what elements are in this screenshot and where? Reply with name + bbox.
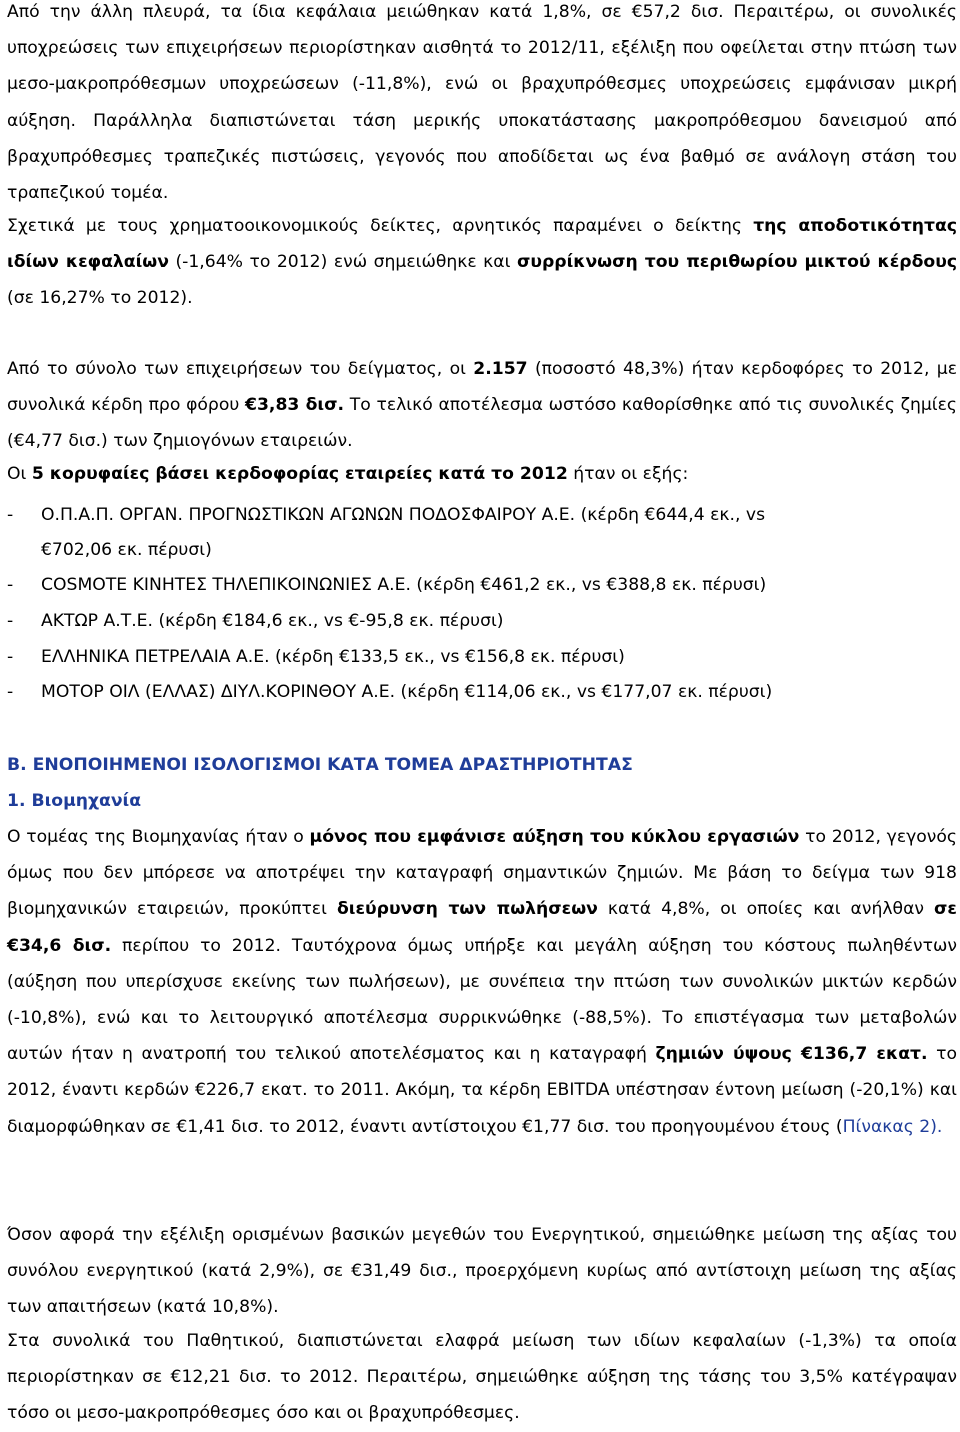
list-item: [7, 603, 957, 639]
list-item: [7, 639, 957, 675]
list-dash: -: [7, 647, 14, 667]
list-item-text: Ο.Π.Α.Π. ΟΡΓΑΝ. ΠΡΟΓΝΩΣΤΙΚΩΝ ΑΓΩΝΩΝ ΠΟΔΟΣΦΑΙΡΟΥ Α.Ε. (κέρδη €644,4 εκ., vs: [41, 505, 766, 525]
text-run: Από το σύνολο των επιχειρήσεων του δείγματος, οι: [7, 359, 474, 379]
list-item-text: ΜΟΤΟΡ ΟΙΛ (ΕΛΛΑΣ) ΔΙΥΛ.ΚΟΡΙΝΘΟΥ Α.Ε. (κέρδη €114,06 εκ., vs €177,07 εκ. πέρυσι): [41, 682, 773, 702]
bold-run: σε €34,6 δισ.: [7, 899, 957, 956]
list-dash: -: [7, 505, 14, 525]
text-run: Ο τομέας της Βιομηχανίας ήταν ο: [7, 827, 310, 847]
paragraph-top-five-intro: [7, 456, 957, 492]
text-run: Οι: [7, 464, 32, 484]
text-run: Το τελικό αποτέλεσμα ωστόσο καθορίσθηκε από τις συνολικές ζημίες (€4,77 δισ.) των ζημιογόνων εταιρειών.: [7, 395, 957, 452]
list-dash: -: [7, 575, 14, 595]
list-item: [7, 497, 957, 533]
table-reference-link[interactable]: Πίνακας 2).: [842, 1116, 943, 1137]
subsection-heading-industry: 1. Βιομηχανία: [7, 791, 142, 811]
text-run: περίπου το 2012. Ταυτόχρονα όμως υπήρξε και μεγάλη αύξηση του κόστους πωληθέντων (αύξηση που υπερίσχυσε εκείνης των πωλήσεων), με συνέπεια την πτώση των συνολικών μικτών κερδών (-10,8%), ενώ και το λειτουργικό αποτέλεσμα συρρικνώθηκε (-88,5%). Το επιστέγασμα των μεταβολών αυτών ήταν η ανατροπή του τελικού αποτελέσματος και η καταγραφή: [7, 935, 957, 1065]
bold-run: διεύρυνση των πωλήσεων: [336, 899, 598, 920]
paragraph-text: Από την άλλη πλευρά, τα ίδια κεφάλαια μειώθηκαν κατά 1,8%, σε €57,2 δισ. Περαιτέρω, οι συνολικές υποχρεώσεις των επιχειρήσεων περιορίστηκαν αισθητά το 2012/11, εξέλιξη που οφείλεται στην πτώση των μεσο-μακροπρόθεσμων υποχρεώσεων (-11,8%), ενώ οι βραχυπρόθεσμες υποχρεώσεις εμφάνισαν μικρή αύξηση. Παράλληλα διαπιστώνεται τάση μερικής υποκατάστασης μακροπρόθεσμου δανεισμού από βραχυπρόθεσμες τραπεζικές πιστώσεις, γεγονός που αποδίδεται ως ένα βαθμό σε ανάλογη στάση του τραπεζικού τομέα.: [7, 2, 957, 204]
section-heading-b: Β. ΕΝΟΠΟΙΗΜΕΝΟΙ ΙΣΟΛΟΓΙΣΜΟΙ ΚΑΤΑ ΤΟΜΕΑ ΔΡΑΣΤΗΡΙΟΤΗΤΑΣ: [7, 755, 633, 775]
paragraph-liabilities: [7, 1323, 957, 1432]
paragraph-assets: [7, 1217, 957, 1326]
list-dash: -: [7, 611, 14, 631]
list-item-text: €702,06 εκ. πέρυσι): [41, 540, 212, 560]
text-run: το 2012, γεγονός όμως που δεν μπόρεσε να αποτρέψει την καταγραφή σημαντικών ζημιών. Με βάση το δείγμα των 918 βιομηχανικών εταιρειών, προκύπτει: [7, 827, 958, 920]
text-run: (ποσοστό 48,3%) ήταν κερδοφόρες το 2012, με συνολικά κέρδη προ φόρου: [7, 359, 957, 416]
list-item-text: ΕΛΛΗΝΙΚΑ ΠΕΤΡΕΛΑΙΑ Α.Ε. (κέρδη €133,5 εκ., vs €156,8 εκ. πέρυσι): [41, 647, 625, 667]
paragraph-capital-liabilities: [7, 0, 957, 211]
text-run: (-1,64% το 2012) ενώ σημειώθηκε και: [168, 252, 517, 273]
bold-run: 5 κορυφαίες βάσει κερδοφορίας εταιρείες κατά το 2012: [31, 464, 568, 484]
bold-run: μόνος που εμφάνισε αύξηση του κύκλου εργασιών: [309, 827, 800, 847]
paragraph-industry: [7, 819, 957, 1145]
paragraph-text: Στα συνολικά του Παθητικού, διαπιστώνεται ελαφρά μείωση των ιδίων κεφαλαίων (-1,3%) τα οποία περιορίστηκαν σε €12,21 δισ. το 2012. Περαιτέρω, σημειώθηκε αύξηση της τάσης του 3,5% κατέγραψαν τόσο οι μεσο-μακροπρόθεσμες όσο και οι βραχυπρόθεσμες.: [7, 1331, 957, 1424]
bold-run: ζημιών ύψους €136,7 εκατ.: [655, 1044, 928, 1065]
bold-run: συρρίκνωση του περιθωρίου μικτού κέρδους: [516, 252, 958, 273]
text-run: Σχετικά με τους χρηματοοικονομικούς δείκτες, αρνητικός παραμένει ο δείκτης: [7, 216, 754, 236]
list-item-text: ΑΚΤΩΡ Α.Τ.Ε. (κέρδη €184,6 εκ., vs €-95,8 εκ. πέρυσι): [41, 611, 504, 631]
paragraph-text: Όσον αφορά την εξέλιξη ορισμένων βασικών μεγεθών του Ενεργητικού, σημειώθηκε μείωση της αξίας του συνόλου ενεργητικού (κατά 2,9%), σε €31,49 δισ., προερχόμενη κυρίως από αντίστοιχη μείωση της αξίας των απαιτήσεων (κατά 10,8%).: [7, 1225, 957, 1318]
paragraph-profitable-companies: [7, 351, 957, 460]
bold-run: €3,83 δισ.: [245, 395, 345, 416]
bold-run: της αποδοτικότητας ιδίων κεφαλαίων: [7, 216, 958, 273]
paragraph-ratios: [7, 208, 957, 317]
bold-run: 2.157: [473, 359, 528, 379]
text-run: ήταν οι εξής:: [567, 464, 689, 484]
list-dash: -: [7, 682, 14, 702]
text-run: το 2012, έναντι κερδών €226,7 εκατ. το 2011. Ακόμη, τα κέρδη EBITDA υπέστησαν έντονη μείωση (-20,1%) και διαμορφώθηκαν σε €1,41 δισ. το 2012, έναντι αντίστοιχου €1,77 δισ. του προηγουμένου έτους (: [7, 1044, 957, 1137]
text-run: (σε 16,27% το 2012).: [7, 288, 193, 309]
list-item: [7, 674, 957, 710]
list-item-text: COSMOTE ΚΙΝΗΤΕΣ ΤΗΛΕΠΙΚΟΙΝΩΝΙΕΣ Α.Ε. (κέρδη €461,2 εκ., vs €388,8 εκ. πέρυσι): [41, 575, 767, 595]
list-item: [7, 567, 957, 603]
list-item-continuation: [7, 532, 957, 568]
text-run: κατά 4,8%, οι οποίες και ανήλθαν: [597, 899, 935, 920]
